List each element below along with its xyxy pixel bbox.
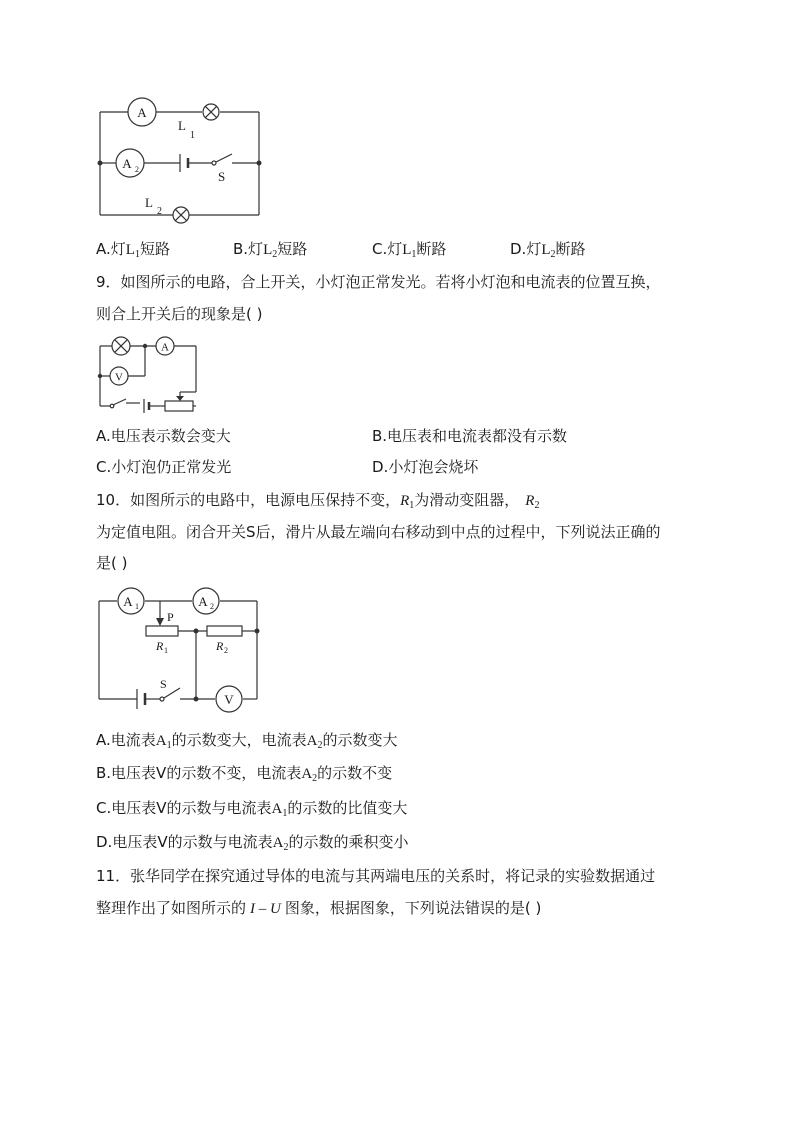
q8-option-b-lamp: L xyxy=(263,242,273,258)
q8-option-b-sub: 2 xyxy=(272,249,278,260)
q10-option-b[interactable] xyxy=(96,763,392,789)
q10-option-a-meter-2: A xyxy=(306,733,318,749)
q10-question-line-3: 是( ) xyxy=(96,554,128,572)
q10-r2-symbol: R xyxy=(525,493,535,509)
svg-text:2: 2 xyxy=(135,165,139,174)
resistor-r1 xyxy=(146,626,178,636)
q9-question-line-1: 9．如图所示的电路，合上开关，小灯泡正常发光。若将小灯泡和电流表的位置互换， xyxy=(96,273,661,291)
q10-option-d-part-2: 的示数的乘积变小 xyxy=(288,833,409,851)
svg-text:A: A xyxy=(122,156,132,171)
battery xyxy=(137,689,145,709)
q10-option-a-part-1: A.电流表 xyxy=(96,731,156,749)
q9-option-b[interactable]: B.电压表和电流表都没有示数 xyxy=(372,427,568,445)
svg-text:2: 2 xyxy=(210,602,214,611)
resistor-r2-subscript: 2 xyxy=(224,646,228,655)
svg-text:V: V xyxy=(224,692,234,707)
q10-option-c-meter: A xyxy=(271,801,283,817)
lamp-l2-label: L xyxy=(145,195,153,210)
resistor-r1-subscript: 1 xyxy=(164,646,168,655)
q10-option-a[interactable] xyxy=(96,730,398,756)
q10-line-1-part-b: 为滑动变阻器， xyxy=(414,491,520,509)
junction-dot xyxy=(194,697,199,702)
svg-text:A: A xyxy=(137,105,147,120)
q10-option-c-sub: 1 xyxy=(282,808,288,819)
resistor-r1-label: R xyxy=(156,639,164,653)
q11-line-2-part-a: 整理作出了如图所示的 xyxy=(96,899,247,917)
q10-question-line-2: 为定值电阻。闭合开关S后，滑片从最左端向右移动到中点的过程中，下列说法正确的 xyxy=(96,523,661,541)
svg-text:A: A xyxy=(198,594,208,609)
q9-question-line-2: 则合上开关后的现象是( ) xyxy=(96,305,263,323)
q10-option-a-part-2: 的示数变大，电流表 xyxy=(171,731,307,749)
q8-option-c-lamp: L xyxy=(402,242,412,258)
q8-option-c-prefix: C.灯 xyxy=(372,240,403,258)
q8-option-d-lamp: L xyxy=(541,242,551,258)
q11-line-2-part-b: 图象，根据图象，下列说法错误的是( ) xyxy=(284,899,542,917)
lamp-l1-subscript: 1 xyxy=(190,130,195,141)
q10-option-b-part-2: 的示数不变 xyxy=(317,764,393,782)
junction-dot xyxy=(255,629,260,634)
q8-option-d-prefix: D.灯 xyxy=(510,240,542,258)
q10-line-1-part-a: 10．如图所示的电路中，电源电压保持不变， xyxy=(96,491,401,509)
q8-option-b-prefix: B.灯 xyxy=(233,240,264,258)
q10-option-a-sub-1: 1 xyxy=(166,740,172,751)
junction-dot xyxy=(194,629,199,634)
svg-text:A: A xyxy=(161,341,169,354)
svg-text:V: V xyxy=(115,371,123,384)
lamp-l1-label: L xyxy=(178,118,186,133)
q11-question-line-2 xyxy=(96,898,541,919)
q8-option-a-sub: 1 xyxy=(134,249,140,260)
slider-p xyxy=(156,601,164,626)
ammeter-a1 xyxy=(118,588,144,614)
q10-option-d-meter: A xyxy=(272,835,284,851)
q10-option-d[interactable] xyxy=(96,832,408,858)
q10-option-a-meter-1: A xyxy=(155,733,167,749)
q10-option-b-part-1: B.电压表V的示数不变，电流表 xyxy=(96,764,302,782)
q10-option-d-sub: 2 xyxy=(283,842,289,853)
q9-option-d[interactable]: D.小灯泡会烧坏 xyxy=(372,458,479,476)
q8-option-d-sub: 2 xyxy=(550,249,556,260)
svg-text:1: 1 xyxy=(135,602,139,611)
resistor-r2-label: R xyxy=(216,639,224,653)
q10-option-c-part-1: C.电压表V的示数与电流表 xyxy=(96,799,272,817)
q9-option-c[interactable]: C.小灯泡仍正常发光 xyxy=(96,458,232,476)
slider-p-label: P xyxy=(167,610,174,624)
q8-option-a-prefix: A.灯 xyxy=(96,240,126,258)
q9-option-a[interactable]: A.电压表示数会变大 xyxy=(96,427,231,445)
switch-s-label: S xyxy=(160,677,167,691)
svg-text:A: A xyxy=(123,594,133,609)
q10-option-d-part-1: D.电压表V的示数与电流表 xyxy=(96,833,273,851)
q11-question-line-1: 11．张华同学在探究通过导体的电流与其两端电压的关系时，将记录的实验数据通过 xyxy=(96,867,656,885)
q10-option-a-part-3: 的示数变大 xyxy=(322,731,398,749)
lamp-l2-subscript: 2 xyxy=(157,206,162,217)
q10-r1-symbol: R xyxy=(400,493,410,509)
q10-r2-subscript: 2 xyxy=(534,500,540,511)
q8-option-d-suffix: 断路 xyxy=(555,240,586,258)
voltmeter xyxy=(216,686,242,712)
ammeter-a2 xyxy=(193,588,219,614)
q10-option-c-part-2: 的示数的比值变大 xyxy=(287,799,408,817)
q8-option-a-lamp: L xyxy=(125,242,135,258)
q8-option-c-suffix: 断路 xyxy=(416,240,447,258)
resistor-r2 xyxy=(207,626,242,636)
switch-s-label: S xyxy=(218,169,226,184)
q8-option-c-sub: 1 xyxy=(411,249,417,260)
q10-option-b-meter: A xyxy=(301,766,313,782)
q8-option-b-suffix: 短路 xyxy=(277,240,308,258)
q10-option-b-sub: 2 xyxy=(312,773,318,784)
q10-option-a-sub-2: 2 xyxy=(317,740,323,751)
q10-r1-subscript: 1 xyxy=(409,500,415,511)
q8-option-a-suffix: 短路 xyxy=(139,240,170,258)
q10-option-c[interactable] xyxy=(96,798,407,824)
q11-iu-symbol: I – U xyxy=(250,901,281,917)
